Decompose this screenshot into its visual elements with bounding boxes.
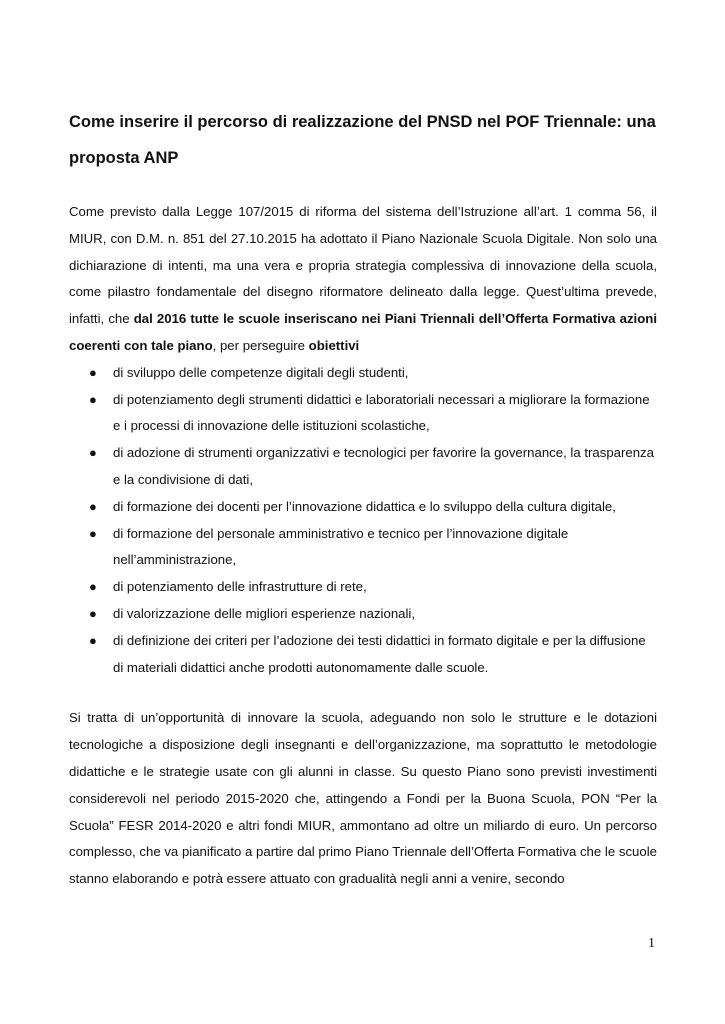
objectives-list: [69, 360, 657, 682]
bullet-icon: ●: [89, 605, 97, 621]
bullet-icon: ●: [89, 391, 97, 407]
intro-paragraph: [69, 199, 657, 360]
list-item: [69, 360, 657, 387]
page-number: 1: [648, 936, 655, 951]
intro-text-1: Come previsto dalla Legge 107/2015 di riforma del sistema dell’Istruzione all’art. 1 comma 56, il MIUR, con D.M. n. 851 del 27.10.2015 ha adottato il Piano Nazionale Scuola Digitale. Non solo una dichiarazione di intenti, ma una vera e propria strategia complessiva di innovazione della scuola, come pilastro fondamentale del disegno riformatore delineato dalla legge. Quest’ultima prevede, infatti, che: [69, 204, 657, 327]
list-item-text: di formazione dei docenti per l’innovazione didattica e lo sviluppo della cultura digitale,: [113, 498, 616, 514]
document-body: [69, 104, 657, 893]
list-item-text: di potenziamento degli strumenti didattici e laboratoriali necessari a migliorare la formazione e i processi di innovazione delle istituzioni scolastiche,: [113, 391, 650, 434]
list-item-text: di adozione di strumenti organizzativi e tecnologici per favorire la governance, la trasparenza e la condivisione di dati,: [113, 445, 654, 487]
intro-bold-1: dal 2016 tutte le scuole inseriscano nei Piani Triennali dell’Offerta Formativa azioni coerenti con tale piano: [69, 311, 657, 353]
list-item-text: di definizione dei criteri per l’adozione dei testi didattici in formato digitale e per la diffusione di materiali didattici anche prodotti autonomamente dalle scuole.: [113, 632, 646, 675]
bullet-icon: ●: [89, 525, 97, 541]
list-item-text: di formazione del personale amministrativo e tecnico per l’innovazione digitale nell’amministrazione,: [113, 525, 569, 568]
paragraph-spacer: [69, 681, 657, 705]
intro-bold-2: obiettivi: [308, 337, 360, 353]
second-paragraph: Si tratta di un’opportunità di innovare la scuola, adeguando non solo le strutture e le dotazioni tecnologiche a disposizione degli insegnanti e dell’organizzazione, ma soprattutto le metodologie didattiche e le strategie usate con gli alunni in classe. Su questo Piano sono previsti investimenti considerevoli nel periodo 2015-2020 che, attingendo a Fondi per la Buona Scuola, PON “Per la Scuola” FESR 2014-2020 e altri fondi MIUR, ammontano ad oltre un miliardo di euro. Un percorso complesso, che va pianificato a partire dal primo Piano Triennale dell’Offerta Formativa che le scuole stanno elaborando e potrà essere attuato con gradualità negli anni a venire, secondo: [69, 710, 657, 887]
list-item: [69, 574, 657, 601]
bullet-icon: ●: [89, 498, 97, 514]
list-item: [69, 440, 657, 494]
list-item-text: di valorizzazione delle migliori esperienze nazionali,: [113, 605, 416, 621]
list-item: [69, 387, 657, 441]
intro-text-2: , per perseguire: [212, 337, 309, 353]
list-item-text: di sviluppo delle competenze digitali degli studenti,: [113, 364, 409, 380]
list-item: [69, 601, 657, 628]
list-item-text: di potenziamento delle infrastrutture di rete,: [113, 579, 367, 595]
bullet-icon: ●: [89, 579, 97, 595]
bullet-icon: ●: [89, 632, 97, 648]
document-title: Come inserire il percorso di realizzazione del PNSD nel POF Triennale: una proposta ANP: [69, 113, 656, 167]
bullet-icon: ●: [89, 364, 97, 380]
list-item: [69, 628, 657, 682]
bullet-icon: ●: [89, 445, 97, 461]
list-item: [69, 494, 657, 521]
list-item: [69, 521, 657, 575]
